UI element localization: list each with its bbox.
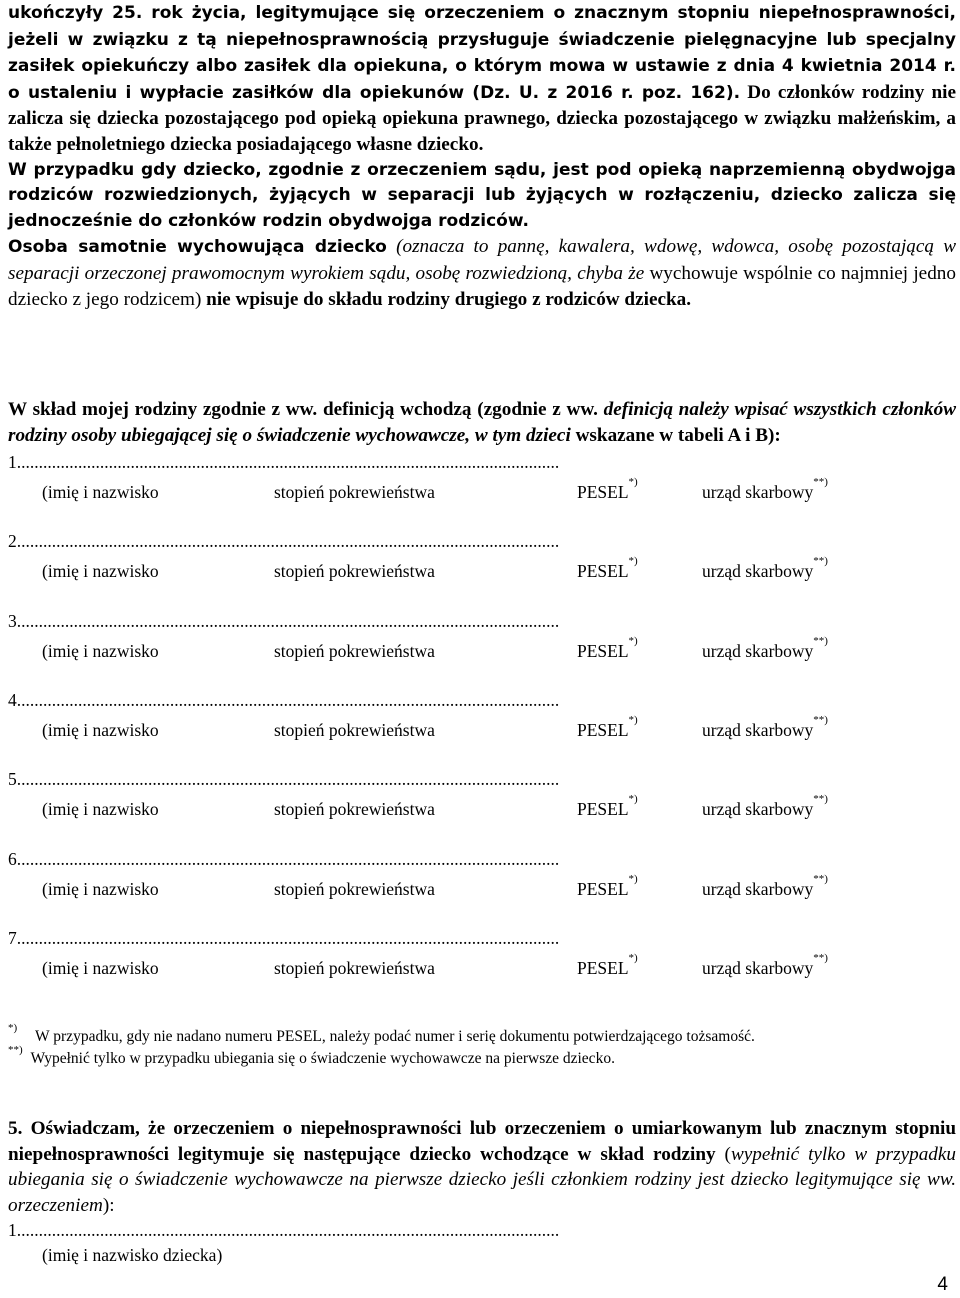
column-label-tax-office-text: urząd skarbowy: [702, 482, 814, 502]
column-label-pesel-mark: *): [628, 555, 638, 568]
column-label-tax-office: [702, 793, 828, 820]
section-5: [8, 1116, 956, 1218]
family-member-dots: ...........................................................................................................................: [21, 689, 560, 710]
intro-paragraph-2: W przypadku gdy dziecko, zgodnie z orzeczeniem sądu, jest pod opieką naprzemienną obydwojga rodziców rozwiedzionych, żyjących w separacji lub żyjących w rozłączeniu, dziecko zalicza się jednocześnie do członków rodzin obydwojga rodziców.: [8, 159, 956, 231]
family-member-dots: ...........................................................................................................................: [21, 848, 560, 869]
column-label-name-text: (imię i nazwisko: [42, 719, 159, 740]
section-5-italic: wypełnić tylko w przypadku ubiegania się o świadczenie wychowawcze na pierwsze dziecko jeśli członkiem rodziny jest dziecko legitymujące się ww. orzeczeniem: [8, 1143, 956, 1216]
column-label-tax-office-mark: **): [813, 793, 828, 806]
single-parent-term: Osoba samotnie wychowująca dziecko: [8, 237, 387, 258]
column-label-relation-text: stopień pokrewieństwa: [274, 561, 435, 582]
column-label-relation: [274, 799, 435, 820]
column-label-tax-office: [702, 713, 828, 741]
column-label-pesel-text: PESEL: [577, 561, 629, 582]
column-label-tax-office-text: urząd skarbowy: [702, 799, 814, 820]
column-label-tax-office-text: urząd skarbowy: [702, 719, 814, 740]
family-member-dots: ...........................................................................................................................: [21, 452, 560, 472]
column-label-name: [42, 799, 159, 820]
column-label-name-text: (imię i nazwisko: [42, 799, 159, 820]
column-label-pesel: [577, 713, 638, 741]
column-label-pesel-text: PESEL: [577, 957, 629, 978]
family-member-number: 2.: [8, 531, 22, 552]
family-header-italic: definicją należy wpisać wszystkich członków rodziny osoby ubiegającej się o świadczenie wychowawcze, w tym dzieci: [8, 399, 956, 446]
column-label-tax-office: [702, 555, 828, 582]
column-label-name: [42, 641, 159, 662]
family-member-number: 6.: [8, 848, 22, 869]
section-5-child-name-label: (imię i nazwisko dziecka): [42, 1245, 223, 1265]
section-5-paren-close: ):: [102, 1194, 115, 1216]
column-label-pesel-text: PESEL: [577, 482, 629, 502]
column-label-tax-office-mark: **): [813, 713, 828, 726]
column-label-tax-office: [702, 476, 828, 503]
column-label-pesel: [577, 951, 638, 979]
column-label-tax-office-mark: **): [813, 634, 828, 647]
column-label-pesel-mark: *): [628, 713, 638, 726]
column-label-pesel-text: PESEL: [577, 878, 629, 899]
family-member-entry-line[interactable]: [8, 769, 559, 790]
column-label-pesel-mark: *): [628, 634, 638, 647]
family-member-number: 7.: [8, 927, 22, 948]
footnote-2-mark: **): [8, 1044, 23, 1056]
single-parent-rule: nie wpisuje do składu rodziny drugiego z rodziców dziecka.: [201, 288, 692, 310]
column-label-name-text: (imię i nazwisko: [42, 957, 159, 978]
column-label-pesel-mark: *): [628, 872, 638, 885]
column-label-tax-office-text: urząd skarbowy: [702, 561, 814, 582]
column-label-relation: [274, 879, 435, 900]
column-label-relation: [274, 561, 435, 582]
single-parent-condition: wychowuje wspólnie co najmniej jedno dziecko z jego rodzicem): [8, 262, 956, 310]
column-label-relation-text: stopień pokrewieństwa: [274, 482, 435, 502]
section-5-row-number: 1.: [8, 1220, 22, 1240]
intro-paragraph-3: [8, 234, 956, 312]
column-label-name: [42, 482, 159, 503]
footnote-2-text: Wypełnić tylko w przypadku ubiegania się o świadczenie wychowawcze na pierwsze dziecko.: [30, 1050, 615, 1067]
family-member-dots: ...........................................................................................................................: [21, 927, 560, 948]
column-label-name-text: (imię i nazwisko: [42, 561, 159, 582]
family-header: [8, 397, 956, 448]
section-5-entry-line[interactable]: [8, 1220, 559, 1241]
column-label-tax-office-mark: **): [813, 951, 828, 964]
family-member-entry-line[interactable]: [8, 849, 559, 870]
column-label-tax-office: [702, 951, 828, 979]
column-label-relation-text: stopień pokrewieństwa: [274, 719, 435, 740]
column-label-pesel-mark: *): [628, 476, 638, 488]
intro-sans-text: ukończyły 25. rok życia, legitymujące się orzeczeniem o znacznym stopniu niepełnosprawności, jeżeli w związku z tą niepełnosprawnością przysługuje świadczenie pielęgnacyjne lub specjalny zasiłek opiekuńczy albo zasiłek dla opiekuna, o którym mowa w ustawie z dnia 4 kwietnia 2014 r. o ustaleniu i wypłacie zasiłków dla opiekunów (Dz. U. z 2016 r. poz. 162).: [8, 3, 956, 103]
column-label-pesel: [577, 555, 638, 582]
family-member-entry-line[interactable]: [8, 452, 559, 473]
footnote-1: [8, 1022, 755, 1046]
section-5-bold: 5. Oświadczam, że orzeczeniem o niepełnosprawności lub orzeczeniem o umiarkowanym lub znacznym stopniu niepełnosprawności legitymuje się następujące dziecko wchodzące w skład rodziny: [8, 1118, 956, 1165]
column-label-tax-office-text: urząd skarbowy: [702, 640, 814, 661]
footnote-1-mark: *): [8, 1022, 18, 1034]
column-label-tax-office: [702, 634, 828, 662]
column-label-name: [42, 720, 159, 741]
column-label-relation: [274, 958, 435, 979]
intro-paragraph-1: [8, 0, 956, 158]
family-member-entry-line[interactable]: [8, 531, 559, 552]
section-5-row-dots: ...........................................................................................................................: [21, 1220, 560, 1240]
footnote-2: [8, 1044, 615, 1068]
column-label-name-text: (imię i nazwisko: [42, 482, 159, 502]
page-number: 4: [937, 1274, 948, 1295]
intro-bold-text: Do członków rodziny nie zalicza się dziecka pozostającego pod opieką opiekuna prawnego, dziecka pozostającego w związku małżeńskim, a także pełnoletniego dziecka posiadającego własne dziecko.: [8, 81, 957, 155]
footnote-1-text: W przypadku, gdy nie nadano numeru PESEL, należy podać numer i serię dokumentu potwierdzającego tożsamość.: [35, 1028, 755, 1045]
single-parent-definition: (oznacza to pannę, kawalera, wdowę, wdowca, osobę pozostającą w separacji orzeczonej prawomocnym wyrokiem sądu, osobę rozwiedzioną, chyba że: [8, 236, 957, 284]
family-member-dots: ...........................................................................................................................: [21, 769, 560, 790]
column-label-relation: [274, 720, 435, 741]
section-5-statement: [8, 1116, 956, 1218]
family-member-entry-line[interactable]: [8, 690, 559, 711]
column-label-tax-office: [702, 872, 828, 900]
column-label-pesel: [577, 793, 638, 820]
column-label-relation: [274, 641, 435, 662]
section-5-paren-open: (: [715, 1143, 731, 1165]
family-member-number: 4.: [8, 689, 22, 710]
column-label-tax-office-text: urząd skarbowy: [702, 957, 814, 978]
column-label-name-text: (imię i nazwisko: [42, 878, 159, 899]
column-label-name: [42, 879, 159, 900]
family-header-end: wskazane w tabeli A i B):: [570, 424, 781, 446]
family-member-dots: ...........................................................................................................................: [21, 610, 560, 631]
intro-section: [8, 0, 956, 312]
column-label-tax-office-mark: **): [813, 555, 828, 568]
family-member-entry-line[interactable]: [8, 928, 559, 949]
column-label-pesel-mark: *): [628, 951, 638, 964]
column-label-relation-text: stopień pokrewieństwa: [274, 957, 435, 978]
family-member-number: 1.: [8, 452, 22, 472]
family-member-number: 5.: [8, 769, 22, 790]
column-label-name: [42, 958, 159, 979]
column-label-relation: [274, 482, 435, 503]
column-label-name: [42, 561, 159, 582]
column-label-pesel: [577, 872, 638, 900]
column-label-pesel: [577, 634, 638, 662]
family-header-bold: W skład mojej rodziny zgodnie z ww. definicją wchodzą (zgodnie z ww.: [8, 399, 598, 420]
column-label-tax-office-mark: **): [813, 872, 828, 885]
column-label-tax-office-text: urząd skarbowy: [702, 878, 814, 899]
column-label-pesel-text: PESEL: [577, 799, 629, 820]
family-member-dots: ...........................................................................................................................: [21, 531, 560, 552]
column-label-tax-office-mark: **): [813, 476, 828, 488]
column-label-pesel-text: PESEL: [577, 640, 629, 661]
family-header-text: [8, 397, 956, 448]
column-label-relation-text: stopień pokrewieństwa: [274, 799, 435, 820]
family-member-number: 3.: [8, 610, 22, 631]
column-label-name-text: (imię i nazwisko: [42, 640, 159, 661]
column-label-pesel-mark: *): [628, 793, 638, 806]
column-label-relation-text: stopień pokrewieństwa: [274, 878, 435, 899]
column-label-relation-text: stopień pokrewieństwa: [274, 640, 435, 661]
column-label-pesel-text: PESEL: [577, 719, 629, 740]
family-member-entry-line[interactable]: [8, 611, 559, 632]
column-label-pesel: [577, 476, 638, 503]
